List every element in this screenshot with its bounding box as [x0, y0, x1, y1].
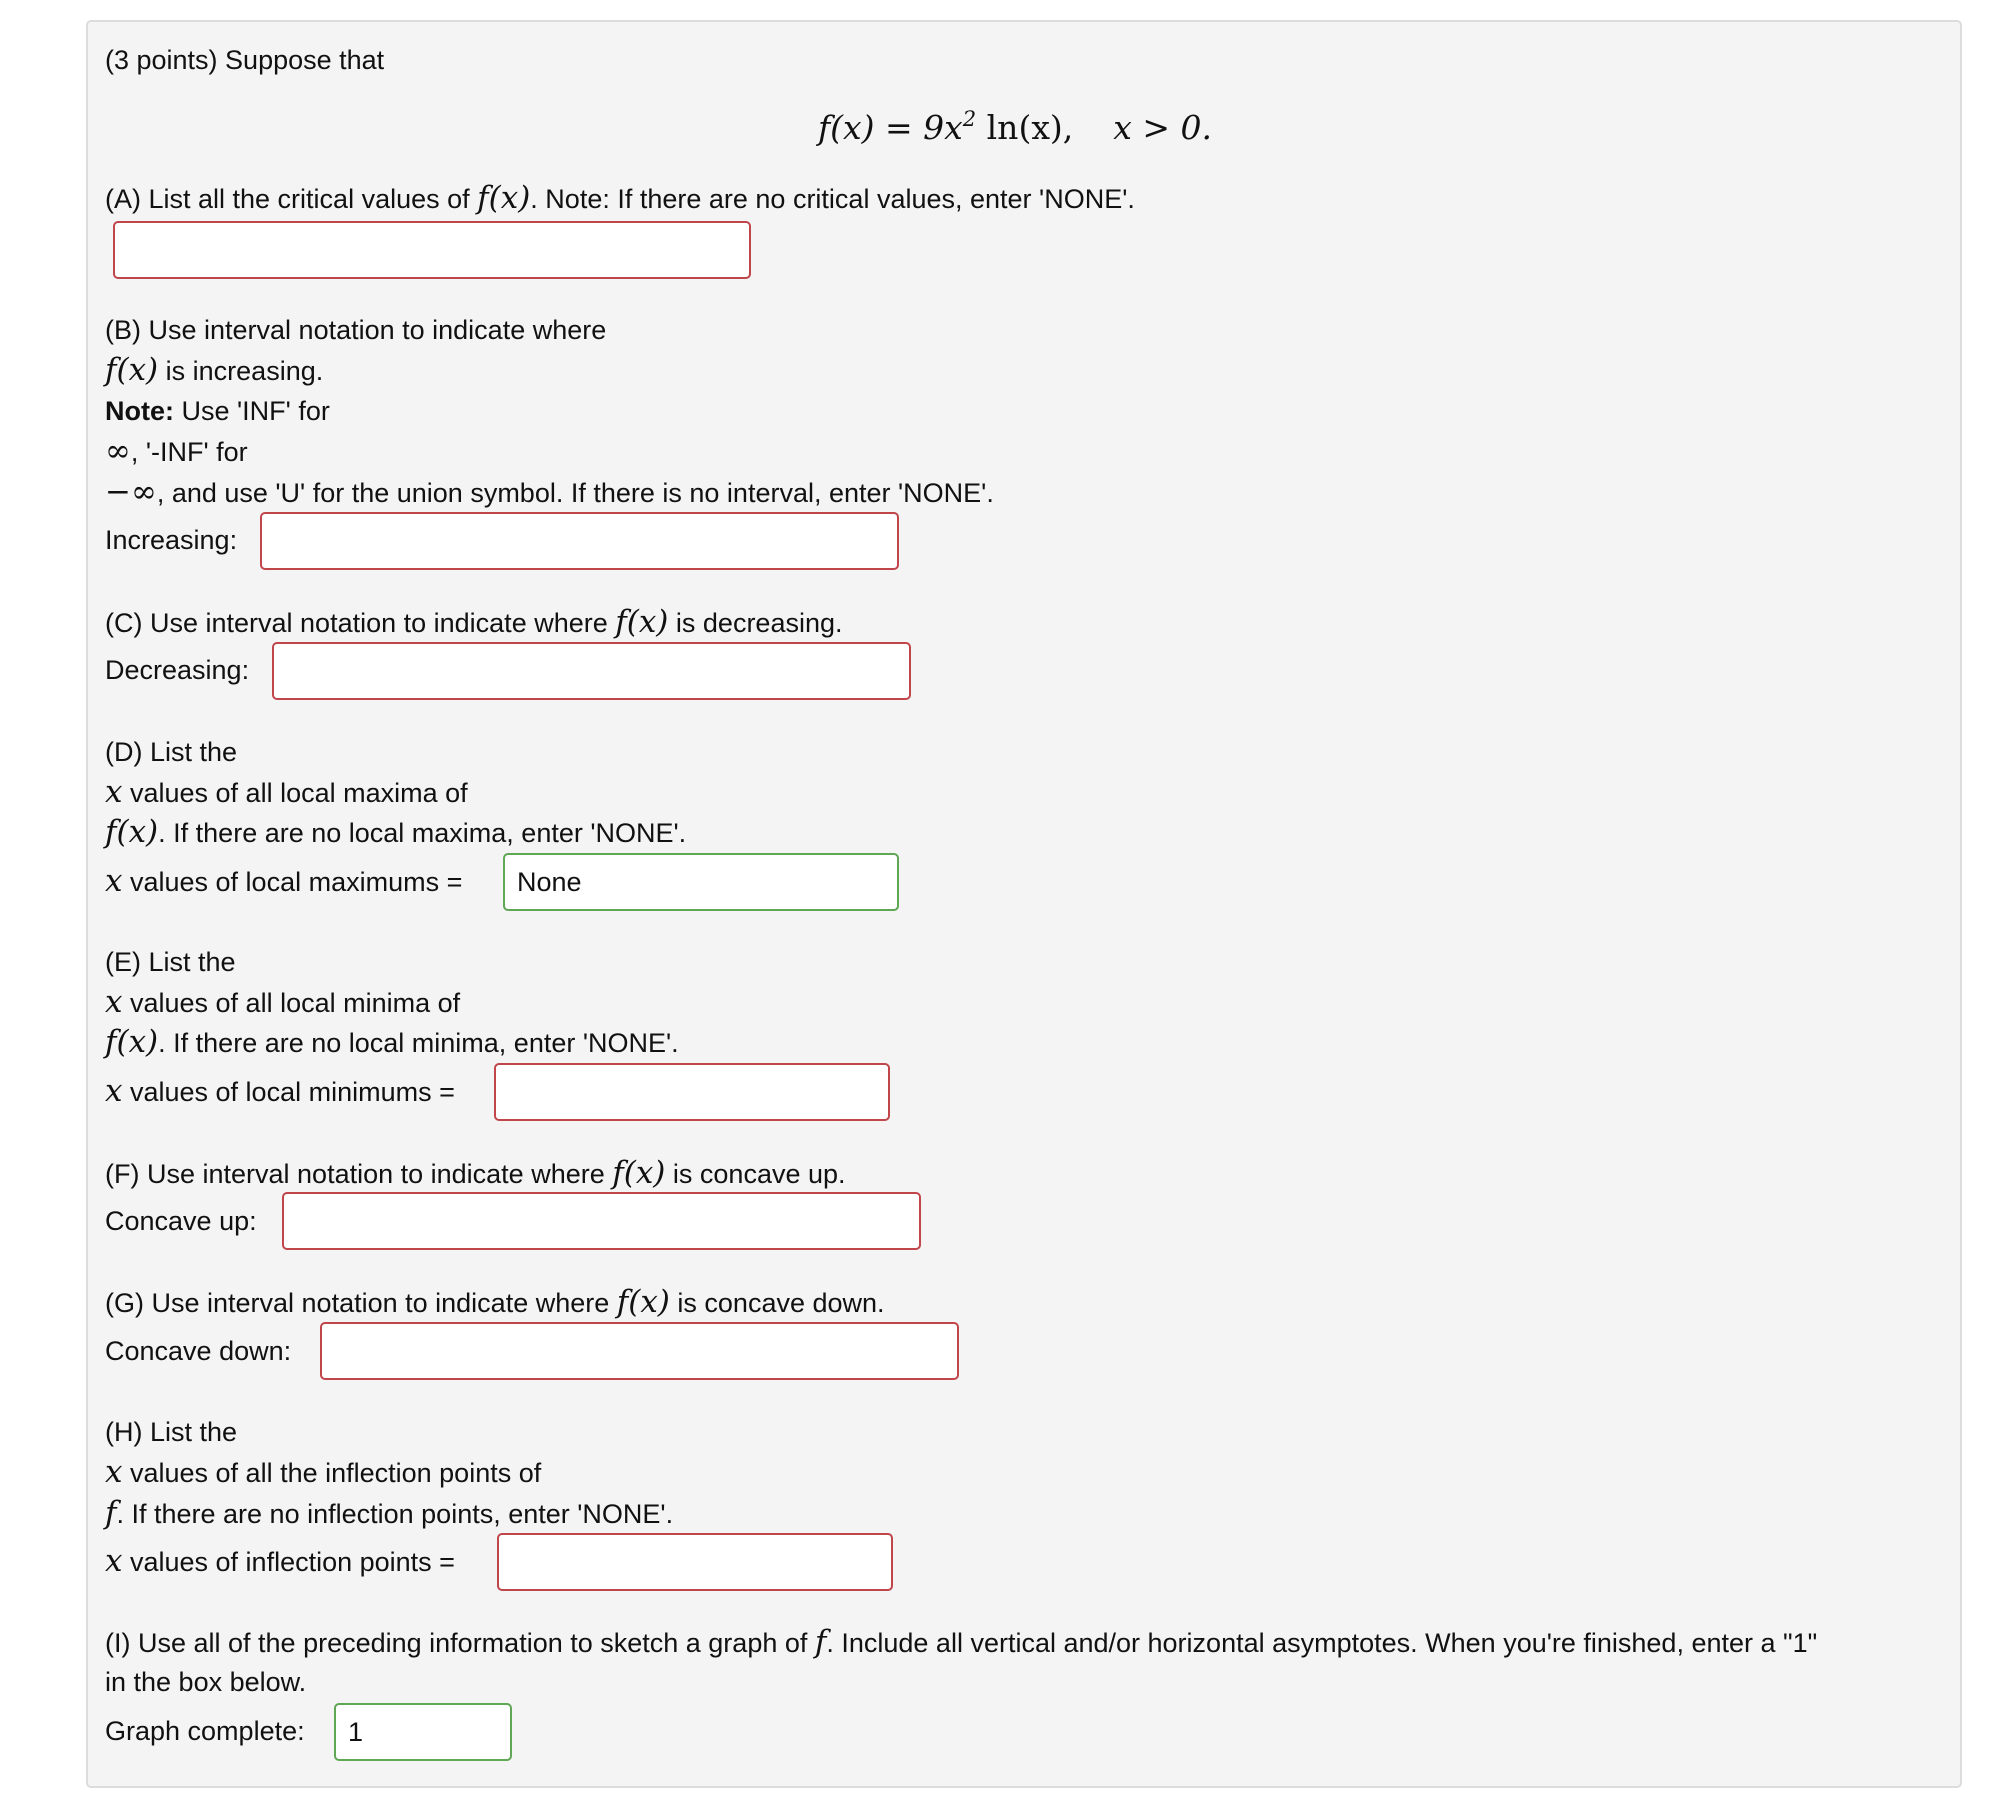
graph-complete-label: Graph complete: [105, 1716, 305, 1746]
local-minimums-label: x values of local minimums = [105, 1073, 455, 1109]
critical-values-input[interactable] [113, 221, 751, 279]
part-c-prompt: (C) Use interval notation to indicate where f(x) is decreasing. [105, 604, 843, 640]
part-f-prompt: (F) Use interval notation to indicate where f(x) is concave up. [105, 1155, 846, 1191]
part-d-prompt-line3: f(x). If there are no local maxima, enter 'NONE'. [105, 814, 687, 850]
inflection-points-input[interactable] [497, 1533, 893, 1591]
graph-complete-input[interactable] [334, 1703, 512, 1761]
part-h-prompt-line2: x values of all the inflection points of [105, 1454, 542, 1490]
inflection-points-label: x values of inflection points = [105, 1543, 455, 1579]
increasing-input[interactable] [260, 512, 899, 570]
part-a-prompt: (A) List all the critical values of f(x). Note: If there are no critical values, enter 'NONE'. [105, 180, 1135, 216]
local-maximums-input[interactable] [503, 853, 899, 911]
part-i-prompt: (I) Use all of the preceding information to sketch a graph of f. Include all vertical and/or horizontal asymptotes. When you're finished, enter a "1" [105, 1624, 1818, 1660]
part-d-prompt-line1: (D) List the [105, 737, 238, 767]
problem-intro: (3 points) Suppose that [105, 45, 385, 75]
concave-down-input[interactable] [320, 1322, 959, 1380]
local-minimums-input[interactable] [494, 1063, 890, 1121]
part-e-prompt-line2: x values of all local minima of [105, 984, 461, 1020]
part-e-prompt-line1: (E) List the [105, 947, 236, 977]
part-h-prompt-line1: (H) List the [105, 1417, 238, 1447]
part-g-prompt: (G) Use interval notation to indicate where f(x) is concave down. [105, 1284, 885, 1320]
function-equation: $f(x) = 9x^2$ ln(x), x > 0. [817, 107, 1213, 147]
part-b-prompt-line2: f(x) is increasing. [105, 352, 324, 388]
concave-up-label: Concave up: [105, 1206, 257, 1236]
part-d-prompt-line2: x values of all local maxima of [105, 774, 468, 810]
part-b-note-line3: −∞, and use 'U' for the union symbol. If there is no interval, enter 'NONE'. [105, 474, 994, 510]
part-b-note-line2: ∞, '-INF' for [105, 433, 248, 469]
part-b-note: Note: Use 'INF' for [105, 396, 330, 426]
part-e-prompt-line3: f(x). If there are no local minima, enter 'NONE'. [105, 1024, 679, 1060]
local-maximums-label: x values of local maximums = [105, 863, 463, 899]
part-b-prompt-line1: (B) Use interval notation to indicate where [105, 315, 607, 345]
increasing-label: Increasing: [105, 525, 238, 555]
part-i-prompt-line2: in the box below. [105, 1667, 307, 1697]
concave-down-label: Concave down: [105, 1336, 292, 1366]
decreasing-label: Decreasing: [105, 655, 250, 685]
part-h-prompt-line3: f. If there are no inflection points, enter 'NONE'. [105, 1495, 674, 1531]
decreasing-input[interactable] [272, 642, 911, 700]
concave-up-input[interactable] [282, 1192, 921, 1250]
